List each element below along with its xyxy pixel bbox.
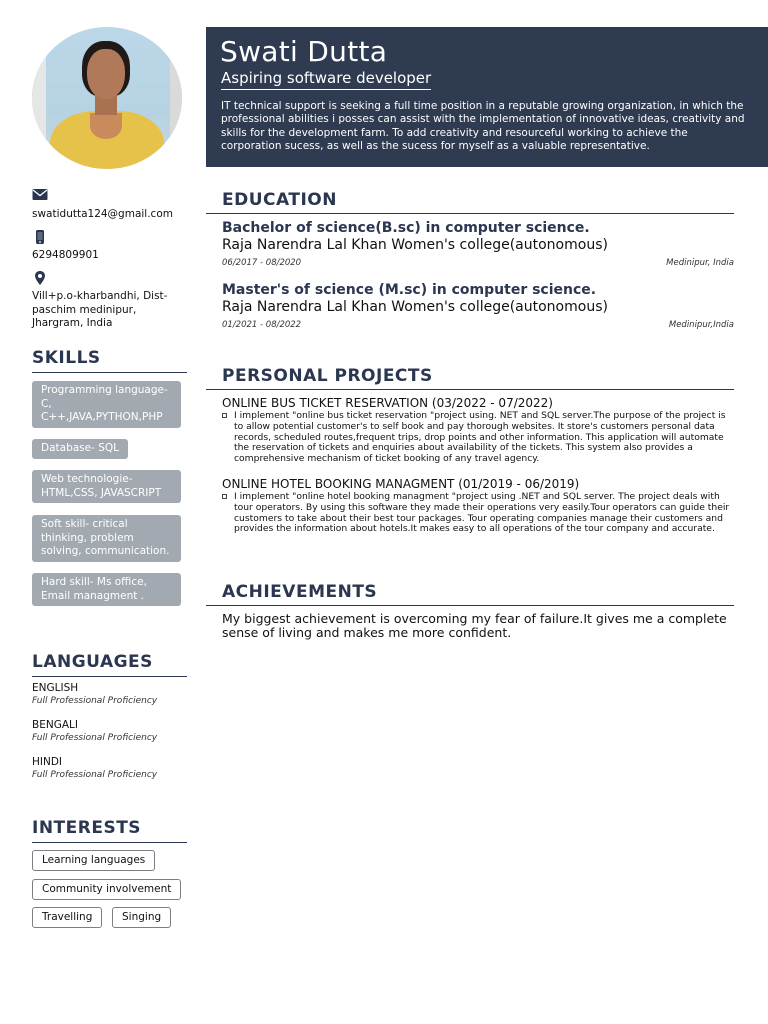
language-name: BENGALI bbox=[32, 719, 78, 731]
project-title: ONLINE HOTEL BOOKING MANAGMENT (01/2019 - 06/2019) bbox=[222, 477, 580, 491]
language-level: Full Professional Proficiency bbox=[32, 770, 158, 780]
project-description-text: I implement "online bus ticket reservation "project using. NET and SQL server.The purpose of the project is to allow potential customer's to self book and pay thorough websites. It store's customers personal data records, scheduled routes,frequent trips, drop points and other information. This application will automate the reservation of tickets and enquiries about availability of the tickets. This system also provides a comprehensive mechanism of ticket booking of any travel agency. bbox=[234, 410, 726, 465]
education-location: Medinipur,India bbox=[668, 320, 734, 330]
email-text: swatidutta124@gmail.com bbox=[32, 208, 173, 220]
project-item bbox=[222, 477, 734, 535]
project-item bbox=[222, 396, 734, 465]
bullet-icon bbox=[222, 494, 227, 499]
education-heading: EDUCATION bbox=[206, 190, 734, 214]
envelope-icon bbox=[32, 188, 187, 204]
skills-heading: SKILLS bbox=[32, 348, 187, 373]
interest-chip: Singing bbox=[112, 907, 171, 928]
header-band bbox=[206, 27, 768, 167]
address-text: Vill+p.o-kharbandhi, Dist-paschim medinipur, Jhargram, India bbox=[32, 290, 168, 329]
interest-chip: Learning languages bbox=[32, 850, 155, 871]
language-level: Full Professional Proficiency bbox=[32, 696, 158, 706]
skill-chip: Database- SQL bbox=[32, 439, 128, 459]
bullet-icon bbox=[222, 413, 227, 418]
profile-photo bbox=[32, 27, 182, 169]
degree: Bachelor of science(B.sc) in computer science. bbox=[222, 220, 590, 236]
interest-chip: Travelling bbox=[32, 907, 102, 928]
interest-chip: Community involvement bbox=[32, 879, 181, 900]
language-name: HINDI bbox=[32, 756, 63, 768]
school: Raja Narendra Lal Khan Women's college(autonomous) bbox=[222, 237, 608, 253]
language-item bbox=[32, 682, 187, 707]
language-name: ENGLISH bbox=[32, 682, 79, 694]
contact-phone bbox=[32, 229, 187, 263]
tagline: Aspiring software developer bbox=[221, 69, 431, 90]
language-item bbox=[32, 719, 187, 744]
education-meta bbox=[222, 257, 734, 269]
degree: Master's of science (M.sc) in computer science. bbox=[222, 282, 597, 298]
language-item bbox=[32, 756, 187, 781]
languages-heading: LANGUAGES bbox=[32, 652, 187, 677]
education-meta bbox=[222, 319, 734, 331]
language-level: Full Professional Proficiency bbox=[32, 733, 158, 743]
project-title: ONLINE BUS TICKET RESERVATION (03/2022 - 07/2022) bbox=[222, 396, 553, 410]
education-dates: 06/2017 - 08/2020 bbox=[222, 258, 302, 268]
achievements-heading: ACHIEVEMENTS bbox=[206, 582, 734, 606]
skill-chip: Programming language- C, C++,JAVA,PYTHON,PHP bbox=[32, 381, 181, 428]
person-name: Swati Dutta bbox=[220, 35, 388, 68]
mobile-phone-icon bbox=[32, 229, 187, 245]
interests-heading: INTERESTS bbox=[32, 818, 187, 843]
education-item bbox=[222, 220, 734, 269]
skill-chip: Soft skill- critical thinking, problem solving, communication. bbox=[32, 515, 181, 562]
summary: IT technical support is seeking a full time position in a reputable growing organization, in which the professional abilities i posses can assist with the implementation of innovative ideas, creativity and skills for the development farm. To add creativity and resourceful working to achieve the corporation sucess, as well as the sucess for myself as a valuable representative. bbox=[221, 100, 745, 153]
school: Raja Narendra Lal Khan Women's college(autonomous) bbox=[222, 299, 608, 315]
skill-chip: Web technologie- HTML,CSS, JAVASCRIPT bbox=[32, 470, 181, 503]
projects-heading: PERSONAL PROJECTS bbox=[206, 366, 734, 390]
project-description bbox=[222, 411, 734, 465]
location-pin-icon bbox=[32, 270, 187, 286]
education-dates: 01/2021 - 08/2022 bbox=[222, 320, 302, 330]
project-description-text: I implement "online hotel booking managment "project using .NET and SQL server. The project deals with tour operators. By using this software they made their operations very easily.Tour operators can guide their customers to take about their best tour packages. Tour operating companies manage their customers and provides the information about hotels.It makes easy to all operations of the tour company and accurate. bbox=[234, 491, 730, 535]
contact-address bbox=[32, 270, 187, 331]
contact-email bbox=[32, 188, 187, 222]
education-item bbox=[222, 282, 734, 331]
education-location: Medinipur, India bbox=[666, 258, 734, 268]
project-description bbox=[222, 492, 734, 535]
phone-text: 6294809901 bbox=[32, 249, 99, 261]
skill-chip: Hard skill- Ms office, Email managment . bbox=[32, 573, 181, 606]
achievement-text: My biggest achievement is overcoming my fear of failure.It gives me a complete sense of living and makes me more confident. bbox=[222, 611, 727, 640]
